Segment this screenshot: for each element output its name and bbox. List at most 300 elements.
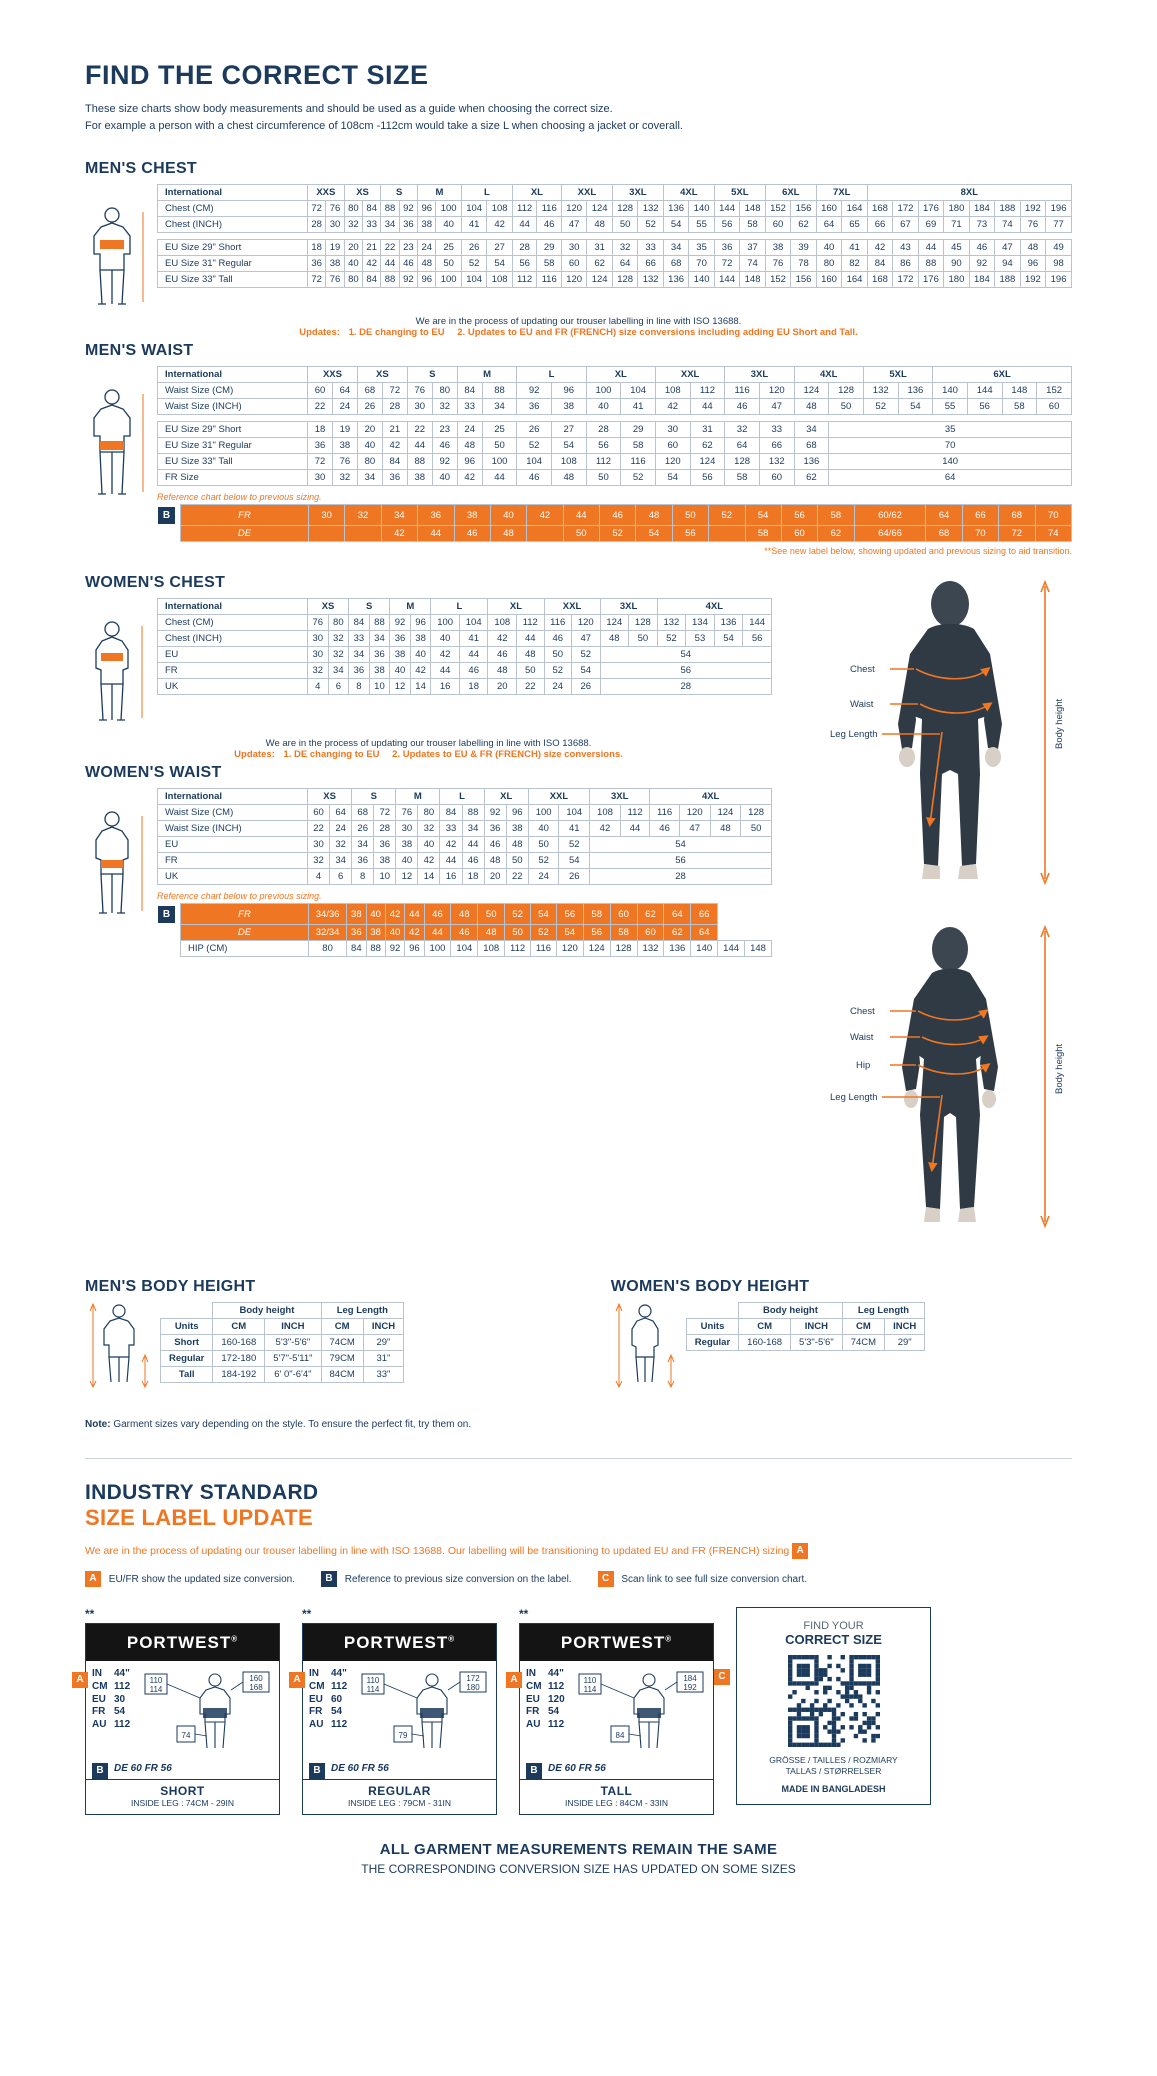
- legend-item-a: [85, 1571, 295, 1587]
- cell: 64: [725, 438, 760, 454]
- cell: 54: [714, 631, 743, 647]
- cell: 12: [396, 869, 418, 885]
- cell: 37: [740, 240, 765, 256]
- table-row: [158, 422, 1072, 438]
- size-header-xl: XL: [586, 367, 655, 383]
- cell: 56: [690, 470, 725, 486]
- cell: 32: [308, 853, 330, 869]
- label-de-fr: DE 60 FR 56: [548, 1763, 606, 1774]
- cell: 66: [638, 256, 663, 272]
- cell: 42: [867, 240, 892, 256]
- cell: 46: [399, 256, 417, 272]
- cell: 70: [1035, 505, 1072, 526]
- cell: 40: [586, 399, 621, 415]
- svg-text:110: 110: [583, 1676, 597, 1685]
- size-header-7xl: 7XL: [816, 185, 867, 201]
- size-header-4xl: 4XL: [794, 367, 863, 383]
- table-header-row: [158, 367, 1072, 383]
- womens-body-height-block: [611, 1278, 1072, 1393]
- cell: 48: [506, 837, 528, 853]
- cell: 30: [308, 470, 333, 486]
- svg-text:110: 110: [366, 1676, 380, 1685]
- cell: 42: [405, 925, 424, 941]
- cell: 188: [995, 272, 1020, 288]
- cell: 74: [1035, 526, 1072, 542]
- cell: 72: [999, 526, 1035, 542]
- cell: 35: [829, 422, 1072, 438]
- size-header-s: S: [381, 185, 418, 201]
- cell: 68: [352, 805, 374, 821]
- cell: 124: [587, 272, 612, 288]
- cell: 132: [637, 941, 664, 957]
- cell: 46: [537, 217, 562, 233]
- womens-chest-title: WOMEN'S CHEST: [85, 574, 226, 591]
- cell: 58: [818, 505, 854, 526]
- cell: 54: [590, 837, 772, 853]
- cell: 33: [363, 217, 381, 233]
- industry-lead-text: We are in the process of updating our trouser labelling in line with ISO 13688. Our labelling will be transitioning to updated EU and FR (FRENCH) sizing: [85, 1544, 790, 1557]
- cell: 47: [561, 217, 586, 233]
- cell: 62: [818, 526, 854, 542]
- cell: 44: [563, 505, 599, 526]
- units-label: Units: [686, 1319, 738, 1335]
- column-header-international: International: [158, 185, 308, 201]
- badge-b: B: [158, 906, 175, 923]
- cell: 132: [657, 615, 686, 631]
- cell: 160-168: [739, 1335, 791, 1351]
- cell: 108: [551, 454, 586, 470]
- cell: 36: [308, 438, 333, 454]
- cell: 56: [781, 505, 817, 526]
- cell: 56: [512, 256, 537, 272]
- cell: 56: [590, 853, 772, 869]
- badge-cell: [157, 505, 181, 526]
- cell: 64: [816, 217, 841, 233]
- svg-text:74: 74: [181, 1731, 191, 1740]
- cell: 52: [621, 470, 656, 486]
- cell: 108: [487, 272, 512, 288]
- mens-body-height-title: MEN'S BODY HEIGHT: [85, 1278, 256, 1295]
- cell: 18: [462, 869, 484, 885]
- badge-c: C: [714, 1669, 730, 1685]
- cell: 136: [663, 201, 688, 217]
- cell: 77: [1046, 217, 1072, 233]
- cell: 92: [390, 615, 411, 631]
- cell: 79CM: [321, 1351, 363, 1367]
- cell: 184: [969, 201, 994, 217]
- cell: 50: [563, 526, 599, 542]
- cell: 172-180: [213, 1351, 265, 1367]
- female-waist-icon: [85, 808, 153, 920]
- cell: 40: [385, 925, 404, 941]
- table-row: [158, 383, 1072, 399]
- row-label: Regular: [686, 1335, 738, 1351]
- cell: 120: [571, 615, 600, 631]
- cell: 46: [424, 904, 451, 925]
- cell: 25: [436, 240, 461, 256]
- mens-body-height-block: [85, 1278, 551, 1393]
- cell: 52: [863, 399, 898, 415]
- size-header-xxs: XXS: [308, 367, 358, 383]
- cell: 5'3"-5'6": [265, 1335, 321, 1351]
- cell: 36: [369, 647, 390, 663]
- cell: 66: [962, 505, 998, 526]
- cell: 62: [664, 925, 691, 941]
- cell: 76: [326, 201, 344, 217]
- row-label: Regular: [161, 1351, 213, 1367]
- svg-text:160: 160: [249, 1674, 263, 1683]
- cell: 42: [655, 399, 690, 415]
- cell: 54: [556, 925, 583, 941]
- unit-1: INCH: [265, 1319, 321, 1335]
- cell: 46: [725, 399, 760, 415]
- cell: 84CM: [321, 1367, 363, 1383]
- label-size-eu: EU 60: [309, 1693, 343, 1705]
- bh-row: [161, 1351, 404, 1367]
- unit-3: INCH: [363, 1319, 403, 1335]
- cell: 58: [745, 526, 781, 542]
- cell: 48: [600, 631, 629, 647]
- size-header-m: M: [457, 367, 517, 383]
- cell: 21: [382, 422, 407, 438]
- table-row: [158, 869, 772, 885]
- cell: 42: [385, 904, 404, 925]
- cell: 104: [459, 615, 488, 631]
- cell: 47: [679, 821, 710, 837]
- body-height-section: [85, 1278, 1072, 1393]
- cell: 132: [759, 454, 794, 470]
- cell: 14: [418, 869, 440, 885]
- cell: 50: [612, 217, 637, 233]
- cell: 38: [506, 821, 528, 837]
- cell: 47: [759, 399, 794, 415]
- update-note-1-item1: 1. DE changing to EU: [348, 327, 445, 338]
- cell: 46: [454, 526, 490, 542]
- cell: 36: [349, 663, 370, 679]
- cell: 54: [663, 217, 688, 233]
- badge-cell: [157, 904, 181, 925]
- cell: 66: [759, 438, 794, 454]
- cell: 30: [655, 422, 690, 438]
- cell: 140: [933, 383, 968, 399]
- cell: 172: [893, 272, 918, 288]
- cell: 41: [842, 240, 867, 256]
- cell: 28: [586, 422, 621, 438]
- bh-units-row: [161, 1319, 404, 1335]
- cell: 58: [583, 904, 610, 925]
- cell: 148: [745, 941, 772, 957]
- table-row: [158, 240, 1072, 256]
- cell: 78: [791, 256, 816, 272]
- cell: 66: [691, 904, 718, 925]
- cell: 4: [308, 869, 330, 885]
- cell: 26: [357, 399, 382, 415]
- qr-title-1: FIND YOUR: [803, 1620, 864, 1632]
- cell: 32: [330, 837, 352, 853]
- table-row: [158, 853, 772, 869]
- mens-waist-table: [157, 366, 1072, 486]
- cell: 80: [344, 272, 362, 288]
- cell: 28: [308, 217, 326, 233]
- cell: 108: [478, 941, 505, 957]
- cell: 62: [791, 217, 816, 233]
- qr-code-icon[interactable]: [788, 1655, 880, 1747]
- cell: 73: [969, 217, 994, 233]
- cell: 92: [385, 941, 404, 957]
- cell: 36: [390, 631, 411, 647]
- cell: 47: [995, 240, 1020, 256]
- label-stars: **: [85, 1607, 95, 1621]
- cell: 48: [636, 505, 672, 526]
- cell: 38: [765, 240, 790, 256]
- cell: 120: [655, 454, 690, 470]
- update-note-2-line1: We are in the process of updating our trouser labelling in line with ISO 13688.: [265, 738, 592, 749]
- womens-waist-title: WOMEN'S WAIST: [85, 764, 222, 781]
- cell: 48: [488, 663, 517, 679]
- row-label: Chest (INCH): [158, 217, 308, 233]
- cell: 38: [407, 470, 432, 486]
- cell: 35: [689, 240, 714, 256]
- cell: 54: [559, 853, 590, 869]
- cell: 30: [309, 505, 345, 526]
- cell: 116: [650, 805, 680, 821]
- cell: 50: [586, 470, 621, 486]
- table-row: [158, 201, 1072, 217]
- cell: 69: [918, 217, 943, 233]
- cell: 44: [459, 647, 488, 663]
- cell: 54: [898, 399, 933, 415]
- cell: 96: [1020, 256, 1045, 272]
- cell: 134: [686, 615, 715, 631]
- svg-text:168: 168: [249, 1683, 263, 1692]
- qr-card[interactable]: [736, 1607, 931, 1805]
- cell: 132: [863, 383, 898, 399]
- cell: 124: [600, 615, 629, 631]
- cell: 92: [517, 383, 552, 399]
- cell: 60: [610, 904, 637, 925]
- cell: 65: [842, 217, 867, 233]
- cell: 38: [410, 631, 431, 647]
- cell: 92: [484, 805, 506, 821]
- size-header-6xl: 6XL: [933, 367, 1072, 383]
- legend-text-a: EU/FR show the updated size conversion.: [108, 1573, 295, 1585]
- table-row: [158, 272, 1072, 288]
- cell: 26: [461, 240, 486, 256]
- cell: 22: [517, 679, 544, 695]
- cell: 148: [740, 272, 765, 288]
- cell: 46: [650, 821, 680, 837]
- cell: 34: [663, 240, 688, 256]
- cell: 54: [571, 663, 600, 679]
- cell: 33: [440, 821, 462, 837]
- cell: 34: [462, 821, 484, 837]
- cell: 96: [418, 272, 436, 288]
- cell: 136: [898, 383, 933, 399]
- cell: 108: [655, 383, 690, 399]
- cell: 80: [328, 615, 349, 631]
- cell: 76: [765, 256, 790, 272]
- cell: 60: [655, 438, 690, 454]
- cell: 52: [657, 631, 686, 647]
- legend-text-c: Scan link to see full size conversion chart.: [621, 1573, 808, 1585]
- cell: 104: [461, 272, 486, 288]
- cell: 48: [451, 904, 478, 925]
- cell: 36: [308, 256, 326, 272]
- size-header-5xl: 5XL: [863, 367, 932, 383]
- label-figure-tall: [577, 1668, 707, 1754]
- legend-item-b: [321, 1571, 572, 1587]
- row-label: EU Size 29" Short: [158, 422, 308, 438]
- cell: 136: [794, 454, 829, 470]
- cell: 160-168: [213, 1335, 265, 1351]
- cell: 52: [517, 438, 552, 454]
- cell: 128: [610, 941, 637, 957]
- cell: 36: [374, 837, 396, 853]
- cell: 54: [487, 256, 512, 272]
- row-label: DE: [181, 925, 309, 941]
- label-de-fr: DE 60 FR 56: [331, 1763, 389, 1774]
- row-label: FR Size: [158, 470, 308, 486]
- cell: 42: [410, 663, 431, 679]
- row-label: EU: [158, 837, 308, 853]
- cell: 116: [621, 454, 656, 470]
- size-header-xl: XL: [512, 185, 561, 201]
- cell: 48: [490, 526, 526, 542]
- cell: 24: [418, 240, 436, 256]
- cell: 112: [512, 201, 537, 217]
- svg-text:192: 192: [683, 1683, 697, 1692]
- cell: 48: [551, 470, 586, 486]
- previous-size-row: [157, 925, 772, 941]
- male-torso-icon: [85, 204, 153, 309]
- cell: 32: [725, 422, 760, 438]
- cell: 88: [918, 256, 943, 272]
- mens-waist-title: MEN'S WAIST: [85, 342, 194, 359]
- cell: 54: [551, 438, 586, 454]
- cell: 66: [867, 217, 892, 233]
- cell: 42: [440, 837, 462, 853]
- label-size-au: AU 112: [309, 1719, 348, 1731]
- cell: 28: [590, 869, 772, 885]
- mens-chest-table: [157, 184, 1072, 288]
- cell: 96: [506, 805, 528, 821]
- cell: 94: [995, 256, 1020, 272]
- cell: 40: [366, 904, 385, 925]
- cell: 48: [517, 647, 544, 663]
- cell: 32: [308, 663, 329, 679]
- cell: 124: [710, 805, 741, 821]
- brand-name: PORTWEST®: [520, 1624, 713, 1661]
- cell: 96: [410, 615, 431, 631]
- cell: 44: [462, 837, 484, 853]
- garment-label-card-short: [76, 1607, 280, 1815]
- cell: 188: [995, 201, 1020, 217]
- size-header-3xl: 3XL: [612, 185, 663, 201]
- cell: 124: [587, 201, 612, 217]
- cell: 46: [462, 853, 484, 869]
- cell: 88: [381, 201, 399, 217]
- cell: 23: [432, 422, 457, 438]
- cell: 44: [424, 925, 451, 941]
- cell: 96: [405, 941, 424, 957]
- cell: 44: [517, 631, 544, 647]
- qr-languages-1: GRÖSSE / TAILLES / ROZMIARY: [769, 1755, 898, 1765]
- cell: 52: [544, 663, 571, 679]
- bh-group-header: [161, 1303, 404, 1319]
- label-size-fr: FR 54: [92, 1706, 126, 1718]
- cell: 72: [308, 201, 326, 217]
- cell: 104: [517, 454, 552, 470]
- cell: 42: [488, 631, 517, 647]
- cell: 20: [357, 422, 382, 438]
- cell: 116: [531, 941, 557, 957]
- label-fit: TALL: [600, 1784, 633, 1798]
- cell: 10: [369, 679, 390, 695]
- cell: 164: [842, 272, 867, 288]
- table-row: [158, 470, 1072, 486]
- cell: 56: [743, 631, 772, 647]
- cell: 20: [344, 240, 362, 256]
- cell: 30: [308, 631, 329, 647]
- cell: 50: [672, 505, 708, 526]
- cell: 48: [1020, 240, 1045, 256]
- row-label: Tall: [161, 1367, 213, 1383]
- cell: 80: [357, 454, 382, 470]
- cell: 28: [382, 399, 407, 415]
- cell: 48: [484, 853, 506, 869]
- cell: 34: [482, 399, 517, 415]
- label-size-in: IN 44": [526, 1668, 564, 1679]
- cell: 84: [457, 383, 482, 399]
- cell: 44: [482, 470, 517, 486]
- cell: 52: [505, 904, 531, 925]
- row-label: Waist Size (INCH): [158, 821, 308, 837]
- row-label: Waist Size (CM): [158, 805, 308, 821]
- cell: 6: [330, 869, 352, 885]
- cell: 104: [451, 941, 478, 957]
- cell: 88: [369, 615, 390, 631]
- update-note-1-item2: 2. Updates to EU and FR (FRENCH) size conversions including adding EU Short and Tall.: [457, 327, 858, 338]
- cell: 20: [484, 869, 506, 885]
- cell: 96: [551, 383, 586, 399]
- industry-title-2: SIZE LABEL UPDATE: [85, 1505, 313, 1530]
- cell: 46: [451, 925, 478, 941]
- label-fit: REGULAR: [368, 1784, 431, 1798]
- cell: 88: [407, 454, 432, 470]
- cell: 42: [590, 821, 621, 837]
- table-header-row: [158, 789, 772, 805]
- cell: 19: [332, 422, 357, 438]
- cell: 88: [482, 383, 517, 399]
- cell: 104: [559, 805, 590, 821]
- cell: 44: [512, 217, 537, 233]
- row-label: EU Size 33" Tall: [158, 272, 308, 288]
- size-header-m: M: [390, 599, 431, 615]
- cell: 48: [478, 925, 505, 941]
- cell: 60: [308, 383, 333, 399]
- cell: 184-192: [213, 1367, 265, 1383]
- size-header-xxl: XXL: [528, 789, 589, 805]
- cell: 76: [308, 615, 329, 631]
- womens-chest-figure: [85, 598, 157, 726]
- spacer-row: [158, 233, 1072, 240]
- table-row: [158, 615, 772, 631]
- label-size-cm: CM 112: [309, 1680, 348, 1692]
- intro-text: [85, 101, 1072, 134]
- column-header-international: International: [158, 599, 308, 615]
- cell: 50: [544, 647, 571, 663]
- cell: 192: [1020, 201, 1045, 217]
